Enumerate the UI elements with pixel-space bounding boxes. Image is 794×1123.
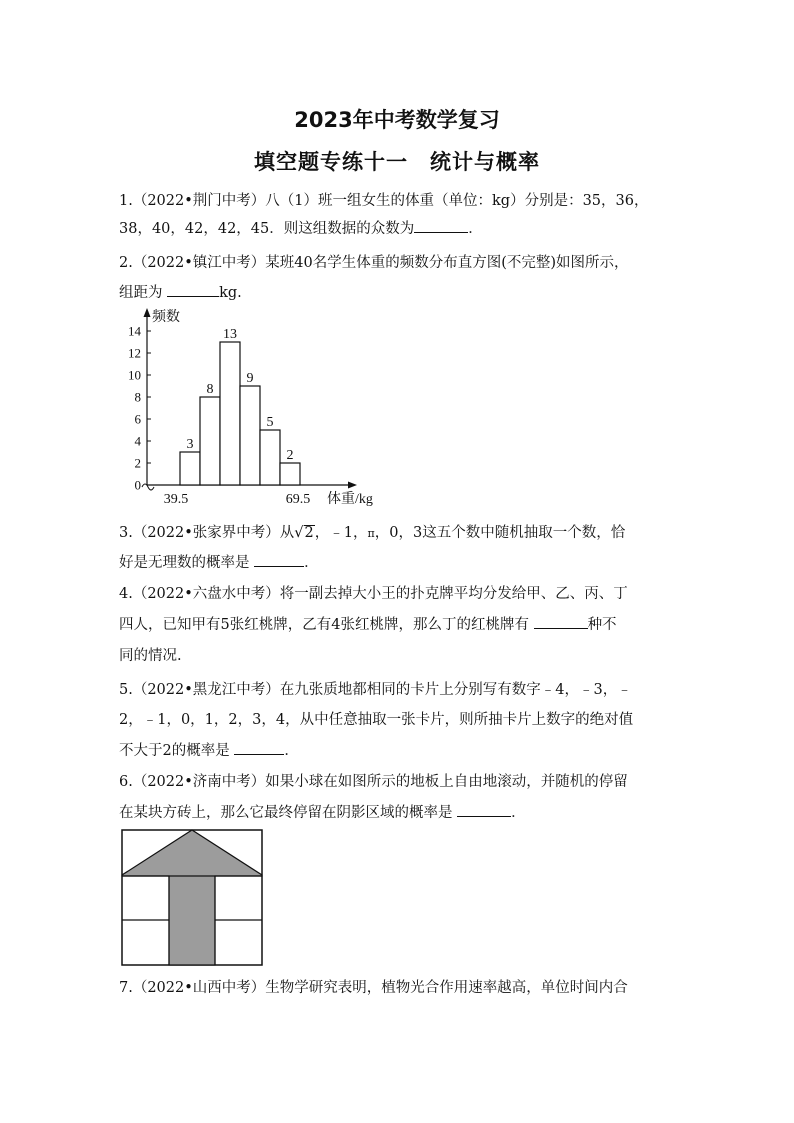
x-axis-arrow	[348, 482, 357, 489]
y-tick-label: 0	[134, 477, 141, 493]
bar-value-label: 5	[266, 415, 274, 430]
q3-answer-blank[interactable]	[254, 565, 304, 567]
page-title: 2023年中考数学复习	[294, 108, 500, 132]
bar-value-label: 2	[286, 448, 294, 463]
q2-unit: kg.	[219, 285, 242, 301]
q5-text: 不大于2的概率是	[119, 743, 230, 759]
sqrt-radicand: 2	[304, 525, 314, 541]
histogram-bar	[220, 342, 240, 485]
q3-text-d: 好是无理数的概率是	[119, 555, 250, 571]
y-tick-label: 8	[134, 389, 141, 405]
q6-line-1: 6.（2022•济南中考）如果小球在如图所示的地板上自由地滚动，并随机的停留	[119, 774, 628, 790]
histogram-bar	[240, 386, 260, 485]
y-tick-label: 6	[134, 411, 141, 427]
q1-line-1: 1.（2022•荆门中考）八（1）班一组女生的体重（单位：kg）分别是：35，36，	[119, 193, 649, 209]
q2-line-1: 2.（2022•镇江中考）某班40名学生体重的频数分布直方图(不完整)如图所示，	[119, 255, 629, 271]
bar-value-label: 3	[186, 437, 194, 452]
page-subtitle: 填空题专练十一 统计与概率	[254, 150, 540, 174]
q6-period: ．	[511, 805, 526, 821]
floor-tile-figure	[121, 829, 263, 966]
y-tick-label: 4	[134, 433, 141, 449]
histogram-bar	[280, 463, 300, 485]
q2-line-2	[119, 281, 242, 302]
q7-line-1: 7.（2022•山西中考）生物学研究表明，植物光合作用速率越高，单位时间内合	[119, 980, 628, 996]
q5-line-3	[119, 739, 299, 760]
q5-line-2: 2，﹣1，0，1，2，3，4，从中任意抽取一张卡片，则所抽卡片上数字的绝对值	[119, 712, 634, 728]
q5-period: ．	[284, 743, 299, 759]
q3-text-b: ，﹣1，	[314, 525, 368, 541]
y-axis-arrow	[144, 308, 151, 317]
q4-text: 四人，已知甲有5张红桃牌，乙有4张红桃牌，那么丁的红桃牌有	[119, 617, 529, 633]
q5-answer-blank[interactable]	[234, 753, 284, 755]
q4-line-3: 同的情况.	[119, 648, 182, 664]
q4-line-1: 4.（2022•六盘水中考）将一副去掉大小王的扑克牌平均分发给甲、乙、丙、丁	[119, 586, 628, 602]
y-tick-label: 14	[128, 323, 141, 339]
q3-line-1	[119, 521, 625, 542]
y-tick-label: 2	[134, 455, 141, 471]
pi-symbol: π	[367, 527, 375, 540]
q3-period: ．	[304, 555, 319, 571]
q1-answer-blank[interactable]	[414, 231, 468, 233]
q2-answer-blank[interactable]	[167, 295, 219, 297]
y-tick-label: 10	[128, 367, 141, 383]
sqrt-symbol: √	[294, 525, 304, 541]
bar-value-label: 9	[246, 371, 254, 386]
q4-text-b: 种不	[587, 617, 617, 633]
q3-text-a: 3.（2022•张家界中考）从	[119, 525, 295, 541]
q3-line-2	[119, 551, 319, 572]
y-tick-label: 12	[128, 345, 141, 361]
x-tick-label: 69.5	[285, 492, 311, 507]
q4-line-2	[119, 613, 617, 634]
q6-text: 在某块方砖上，那么它最终停留在阴影区域的概率是	[119, 805, 453, 821]
histogram-chart	[115, 305, 405, 510]
q4-answer-blank[interactable]	[534, 627, 588, 629]
histogram-bar	[200, 397, 220, 485]
histogram-bar	[180, 452, 200, 485]
q3-text-c: ，0，3这五个数中随机抽取一个数，恰	[374, 525, 626, 541]
x-tick-label: 39.5	[163, 492, 189, 507]
bar-value-label: 8	[206, 382, 214, 397]
bar-value-label: 13	[223, 327, 237, 342]
q2-text: 组距为	[119, 285, 163, 301]
q5-line-1: 5.（2022•黑龙江中考）在九张质地都相同的卡片上分别写有数字﹣4，﹣3，﹣	[119, 682, 632, 698]
q1-text: 38，40，42，42，45．则这组数据的众数为	[119, 221, 415, 237]
q1-period: ．	[468, 221, 483, 237]
histogram-bar	[260, 430, 280, 485]
q6-line-2	[119, 801, 526, 822]
q1-line-2	[119, 217, 483, 238]
x-axis-label: 体重/kg	[327, 492, 373, 507]
q6-answer-blank[interactable]	[457, 815, 511, 817]
y-axis-label: 频数	[152, 310, 180, 325]
